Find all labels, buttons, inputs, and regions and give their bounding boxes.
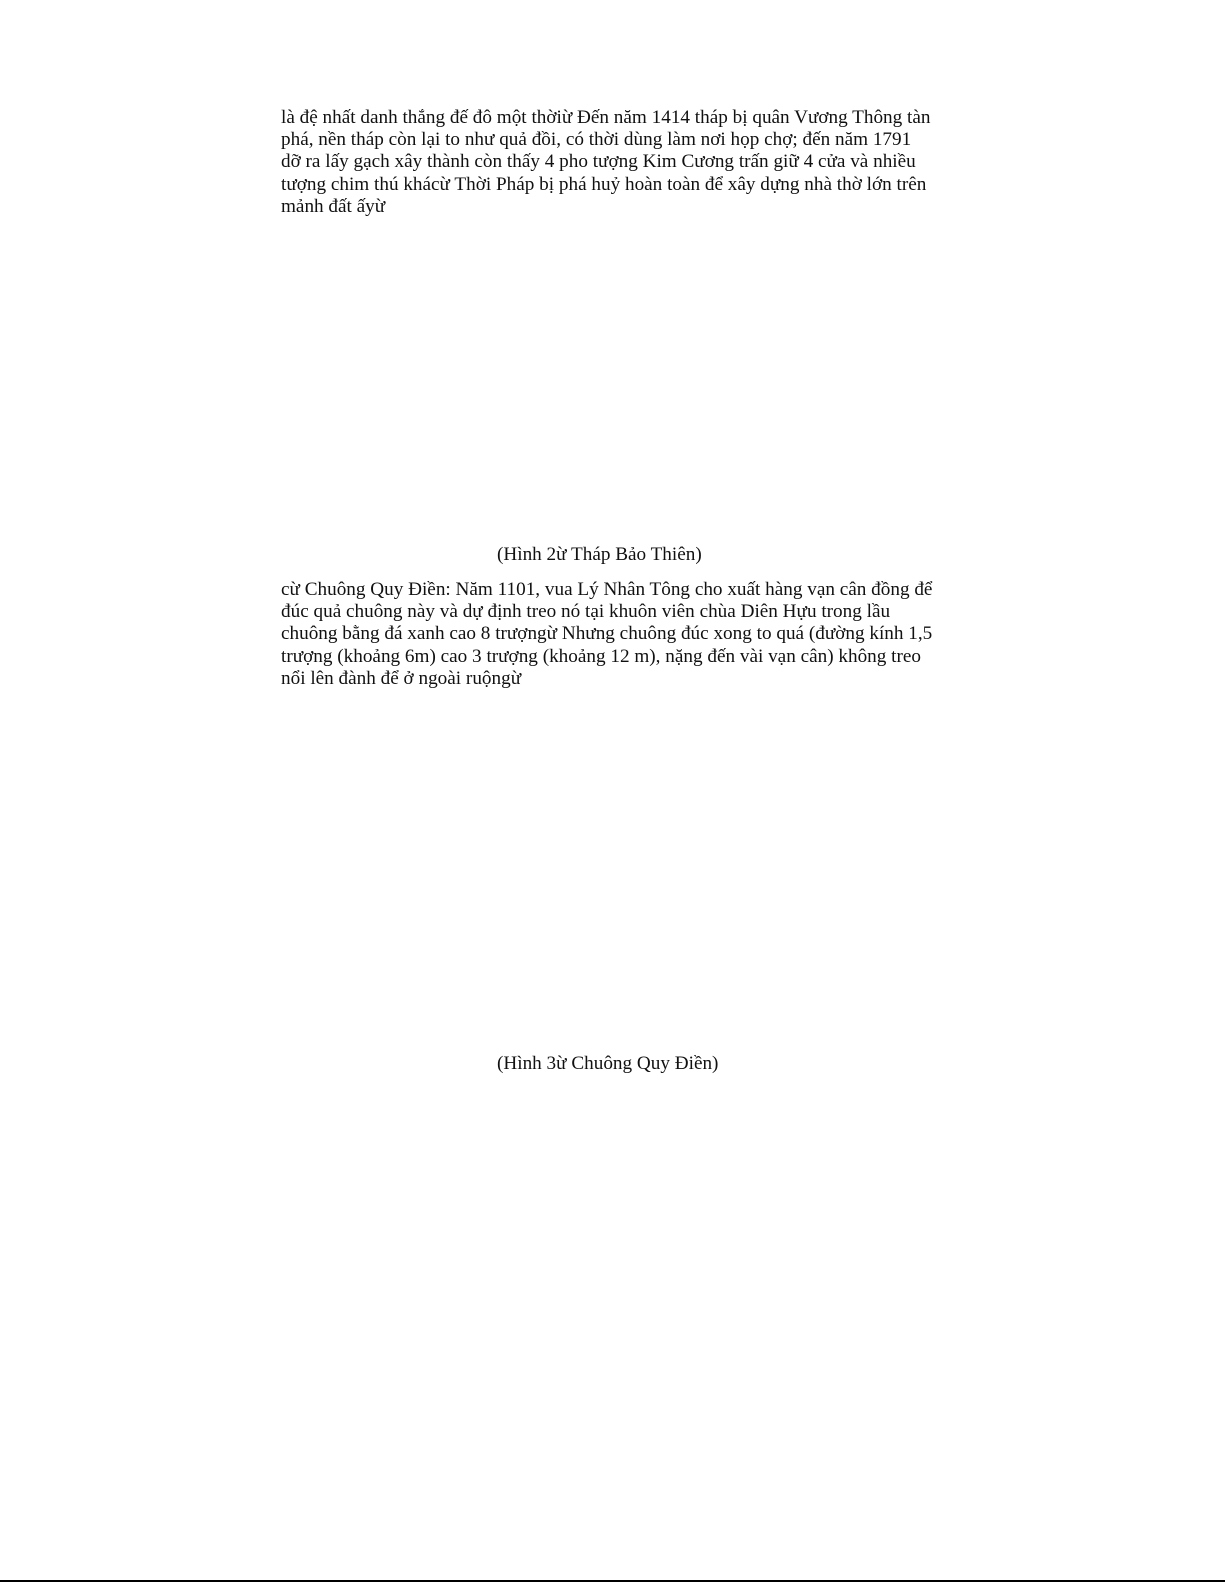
- text-line: đúc quả chuông này và dự định treo nó tại khuôn viên chùa Diên Hựu trong lầu: [281, 601, 891, 623]
- text-line: tượng chim thú khácừ Thời Pháp bị phá huỷ hoàn toàn để xây dựng nhà thờ lớn trên: [281, 173, 927, 195]
- paragraph-quy-dien-bell: [281, 579, 961, 690]
- text-line: là đệ nhất danh thắng đế đô một thờiừ Đến năm 1414 tháp bị quân Vương Thông tàn: [281, 107, 931, 128]
- paragraph-bao-thien-tower: [281, 107, 961, 218]
- figure-3-caption: (Hình 3ừ Chuông Quy Điền): [497, 1053, 719, 1074]
- text-line: mảnh đất ấyừ: [281, 195, 386, 217]
- text-line: trượng (khoảng 6m) cao 3 trượng (khoảng 12 m), nặng đến vài vạn cân) không treo: [281, 645, 921, 667]
- figure-2-caption: (Hình 2ừ Tháp Bảo Thiên): [497, 544, 702, 565]
- text-line: cừ Chuông Quy Điền: Năm 1101, vua Lý Nhân Tông cho xuất hàng vạn cân đồng để: [281, 579, 933, 600]
- page-bottom-rule: [0, 1580, 1225, 1582]
- text-line: dỡ ra lấy gạch xây thành còn thấy 4 pho tượng Kim Cương trấn giữ 4 cửa và nhiều: [281, 151, 916, 173]
- figure-2-image-area: [281, 220, 961, 535]
- text-line: chuông bằng đá xanh cao 8 trượngừ Nhưng chuông đúc xong to quá (đường kính 1,5: [281, 623, 933, 645]
- text-line: nổi lên đành để ở ngoài ruộngừ: [281, 667, 522, 689]
- figure-3-image-area: [281, 700, 961, 1045]
- text-line: phá, nền tháp còn lại to như quả đồi, có thời dùng làm nơi họp chợ; đến năm 1791: [281, 129, 912, 151]
